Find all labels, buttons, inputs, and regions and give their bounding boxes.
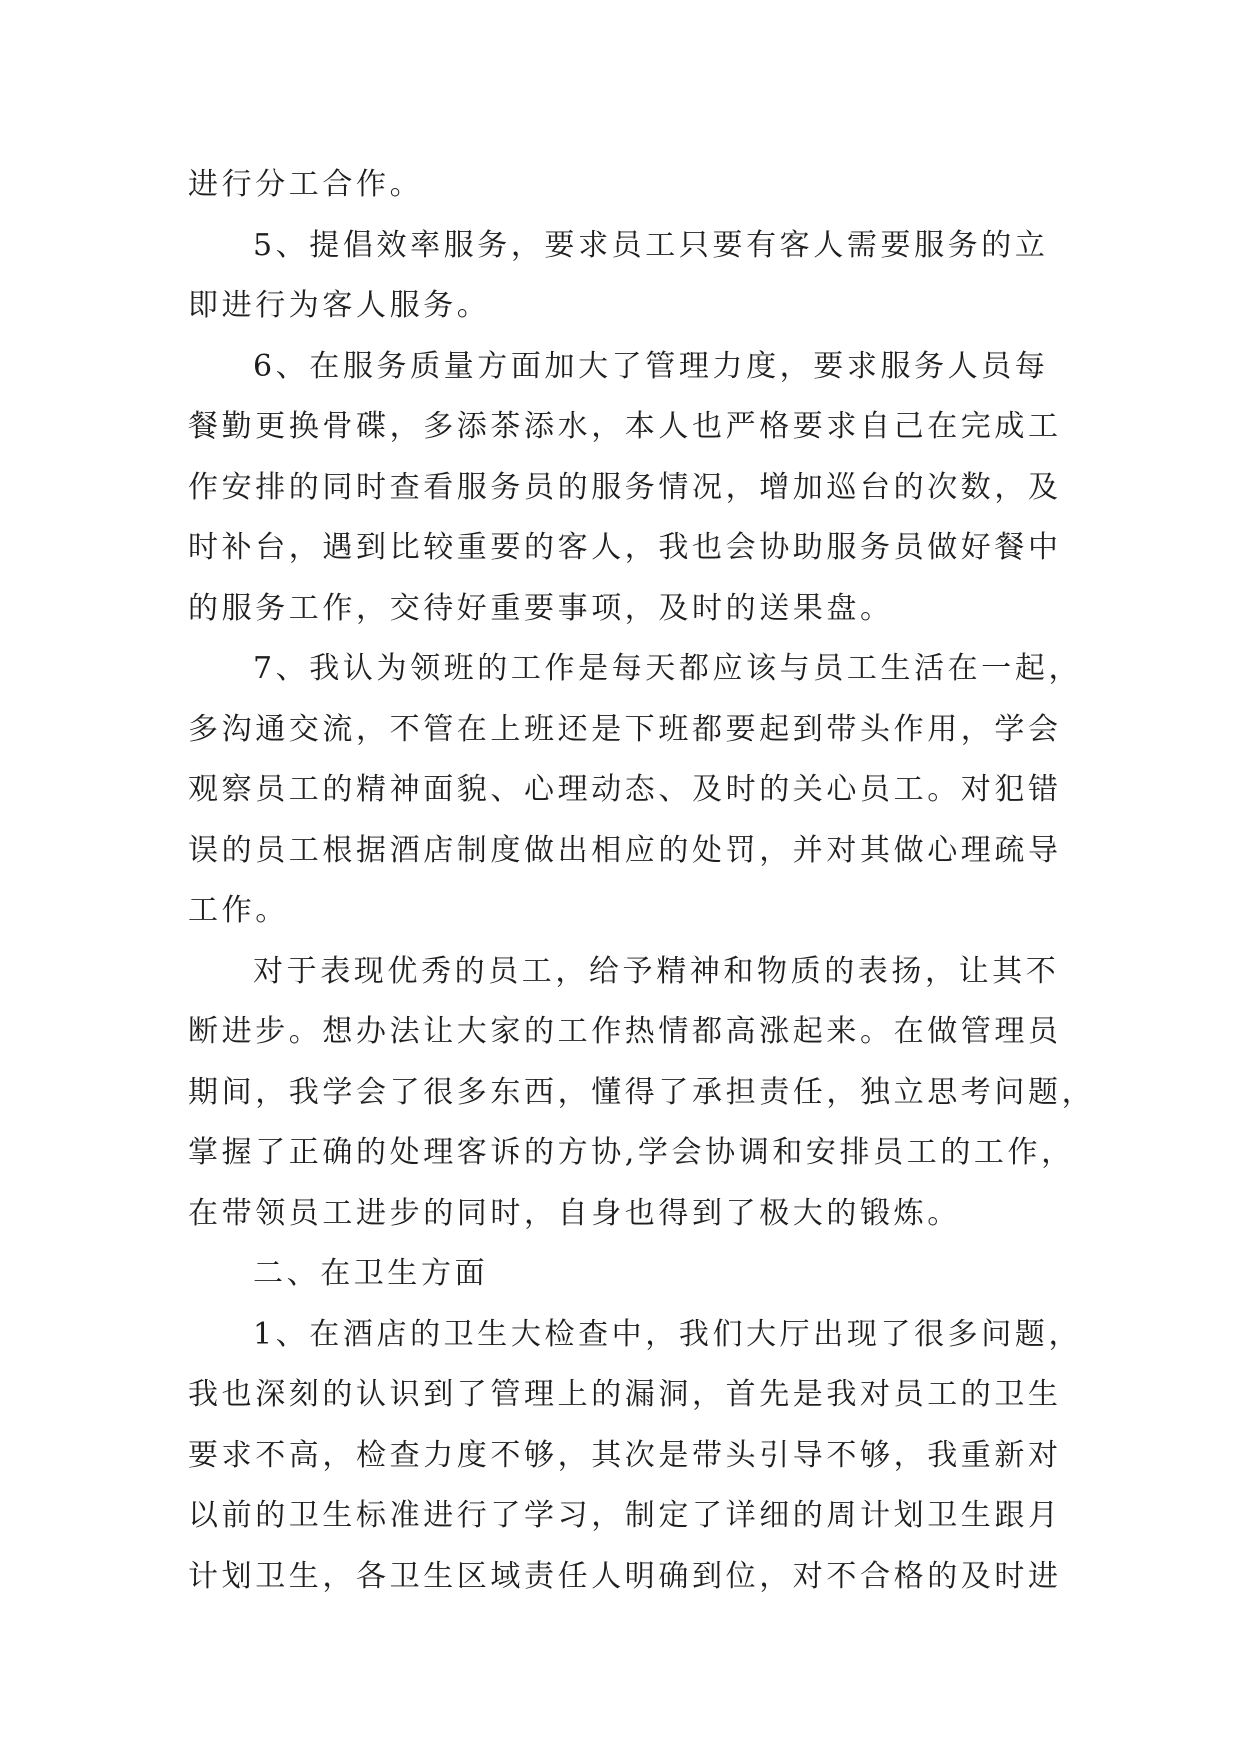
text-line: 6、在服务质量方面加大了管理力度，要求服务人员每 — [253, 348, 1049, 384]
document-body — [188, 155, 1096, 1607]
text-line: 要求不高，检查力度不够，其次是带头引导不够，我重新对 — [188, 1437, 1062, 1473]
text-line: 餐勤更换骨碟，多添茶添水，本人也严格要求自己在完成工 — [188, 409, 1062, 444]
text-line: 1、在酒店的卫生大检查中，我们大厅出现了很多问题， — [253, 1316, 1083, 1352]
text-line: 期间，我学会了很多东西，懂得了承担责任，独立思考问题， — [188, 1074, 1096, 1110]
text-line: 掌握了正确的处理客诉的方协,学会协调和安排员工的工作， — [188, 1135, 1075, 1170]
text-line: 我也深刻的认识到了管理上的漏洞，首先是我对员工的卫生 — [188, 1377, 1062, 1412]
text-line: 对于表现优秀的员工，给予精神和物质的表扬，让其不 — [253, 953, 1060, 989]
text-line: 作安排的同时查看服务员的服务情况，增加巡台的次数，及 — [188, 469, 1062, 505]
text-line: 二、在卫生方面 — [253, 1256, 489, 1291]
text-line: 在带领员工进步的同时，自身也得到了极大的锻炼。 — [188, 1195, 961, 1231]
text-line: 5、提倡效率服务，要求员工只要有客人需要服务的立 — [253, 227, 1049, 263]
text-line: 即进行为客人服务。 — [188, 288, 491, 323]
text-line: 多沟通交流，不管在上班还是下班都要起到带头作用，学会 — [188, 711, 1062, 747]
text-line: 进行分工合作。 — [188, 167, 424, 202]
text-line: 观察员工的精神面貌、心理动态、及时的关心员工。对犯错 — [188, 772, 1062, 807]
text-line: 误的员工根据酒店制度做出相应的处罚，并对其做心理疏导 — [188, 832, 1062, 868]
text-line: 7、我认为领班的工作是每天都应该与员工生活在一起， — [253, 651, 1083, 686]
text-line: 的服务工作，交待好重要事项，及时的送果盘。 — [188, 590, 894, 626]
text-line: 工作。 — [188, 893, 289, 928]
text-line: 时补台，遇到比较重要的客人，我也会协助服务员做好餐中 — [188, 530, 1062, 565]
text-line: 计划卫生，各卫生区域责任人明确到位，对不合格的及时进 — [188, 1558, 1062, 1594]
text-line: 以前的卫生标准进行了学习，制定了详细的周计划卫生跟月 — [188, 1498, 1062, 1533]
text-line: 断进步。想办法让大家的工作热情都高涨起来。在做管理员 — [188, 1014, 1062, 1049]
